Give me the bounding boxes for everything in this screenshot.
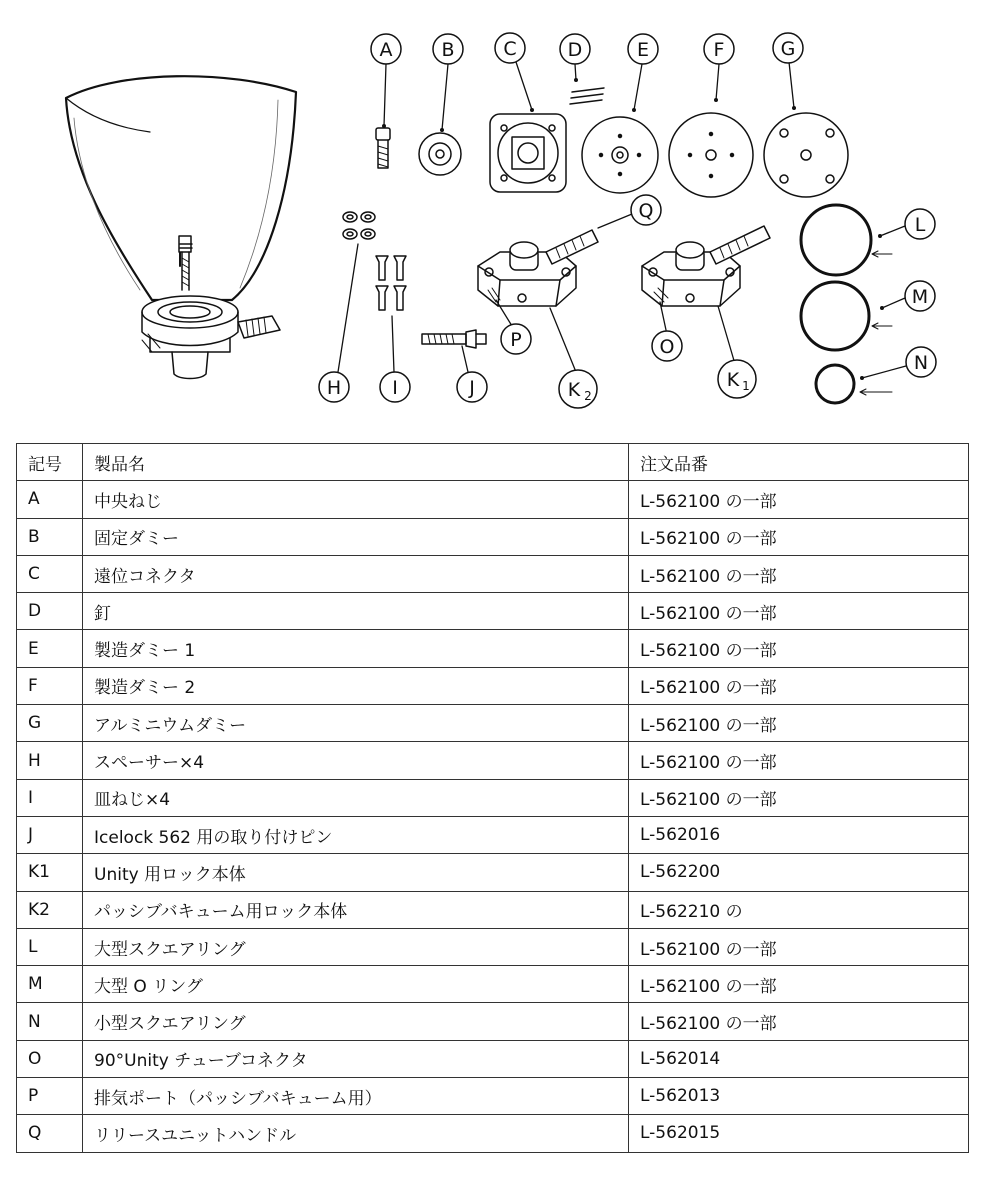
cell-name: 固定ダミー bbox=[83, 518, 629, 555]
svg-text:F: F bbox=[713, 39, 725, 61]
cell-code: E bbox=[17, 630, 83, 667]
svg-text:1: 1 bbox=[742, 379, 750, 393]
cell-code: B bbox=[17, 518, 83, 555]
cell-name: 90°Unity チューブコネクタ bbox=[83, 1040, 629, 1077]
callout-h bbox=[319, 372, 349, 402]
header-product-name: 製品名 bbox=[83, 444, 629, 481]
table-row bbox=[17, 555, 969, 592]
cell-code: N bbox=[17, 1003, 83, 1040]
svg-text:G: G bbox=[780, 38, 796, 60]
table-row bbox=[17, 630, 969, 667]
cell-order: L-562100 の一部 bbox=[629, 1003, 969, 1040]
table-row bbox=[17, 1040, 969, 1077]
callout-q bbox=[631, 195, 661, 225]
svg-text:L: L bbox=[914, 214, 926, 236]
cell-order: L-562016 bbox=[629, 816, 969, 853]
cell-name: 中央ねじ bbox=[83, 481, 629, 518]
table-row bbox=[17, 779, 969, 816]
part-c-distal-connector bbox=[490, 114, 566, 192]
table-row bbox=[17, 593, 969, 630]
socket-illustration bbox=[66, 76, 296, 378]
cell-name: 釘 bbox=[83, 593, 629, 630]
cell-code: K2 bbox=[17, 891, 83, 928]
header-code: 記号 bbox=[17, 444, 83, 481]
cell-code: I bbox=[17, 779, 83, 816]
cell-order: L-562015 bbox=[629, 1115, 969, 1152]
cell-code: G bbox=[17, 705, 83, 742]
table-row bbox=[17, 816, 969, 853]
leader-lines bbox=[338, 62, 906, 378]
cell-name: スペーサー×4 bbox=[83, 742, 629, 779]
cell-code: A bbox=[17, 481, 83, 518]
cell-order: L-562100 の一部 bbox=[629, 518, 969, 555]
cell-order: L-562100 の一部 bbox=[629, 779, 969, 816]
table-header-row bbox=[17, 444, 969, 481]
cell-code: O bbox=[17, 1040, 83, 1077]
part-k2-lock-body bbox=[478, 230, 598, 306]
svg-text:A: A bbox=[379, 39, 393, 61]
cell-name: 製造ダミー 1 bbox=[83, 630, 629, 667]
cell-code: H bbox=[17, 742, 83, 779]
callout-k2 bbox=[559, 370, 597, 408]
callout-j bbox=[457, 372, 487, 402]
cell-name: アルミニウムダミー bbox=[83, 705, 629, 742]
callout-g bbox=[773, 33, 803, 63]
cell-order: L-562100 の一部 bbox=[629, 481, 969, 518]
callout-e bbox=[628, 34, 658, 64]
callout-i bbox=[380, 372, 410, 402]
svg-text:H: H bbox=[326, 377, 342, 399]
cell-name: Unity 用ロック本体 bbox=[83, 854, 629, 891]
part-f-manufacturing-dummy-2 bbox=[669, 113, 753, 197]
callout-b bbox=[433, 34, 463, 64]
table-row bbox=[17, 518, 969, 555]
cell-order: L-562100 の一部 bbox=[629, 705, 969, 742]
part-d-nails bbox=[570, 88, 604, 104]
callout-a bbox=[371, 34, 401, 64]
table-row bbox=[17, 667, 969, 704]
part-g-aluminium-dummy bbox=[764, 113, 848, 197]
cell-order: L-562100 の一部 bbox=[629, 555, 969, 592]
svg-text:M: M bbox=[911, 286, 929, 308]
cell-order: L-562100 の一部 bbox=[629, 966, 969, 1003]
cell-name: Icelock 562 用の取り付けピン bbox=[83, 816, 629, 853]
svg-text:O: O bbox=[659, 336, 675, 358]
cell-name: 皿ねじ×4 bbox=[83, 779, 629, 816]
callout-o bbox=[652, 331, 682, 361]
svg-text:C: C bbox=[503, 38, 517, 60]
cell-code: K1 bbox=[17, 854, 83, 891]
callout-m bbox=[905, 281, 935, 311]
part-e-manufacturing-dummy-1 bbox=[582, 117, 658, 193]
cell-order: L-562100 の一部 bbox=[629, 742, 969, 779]
svg-text:P: P bbox=[510, 329, 522, 351]
part-a-screw bbox=[376, 128, 390, 168]
cell-name: パッシブバキューム用ロック本体 bbox=[83, 891, 629, 928]
part-b-fixing-dummy bbox=[419, 133, 461, 175]
svg-text:I: I bbox=[392, 377, 398, 399]
svg-text:B: B bbox=[441, 39, 455, 61]
ring-arrows bbox=[860, 251, 892, 395]
part-j-mounting-pin bbox=[422, 330, 486, 348]
table-row bbox=[17, 1078, 969, 1115]
part-l-large-square-ring bbox=[801, 205, 871, 275]
cell-code: Q bbox=[17, 1115, 83, 1152]
cell-order: L-562100 の一部 bbox=[629, 593, 969, 630]
svg-text:E: E bbox=[636, 39, 650, 61]
table-row bbox=[17, 481, 969, 518]
table-row bbox=[17, 1115, 969, 1152]
cell-name: 排気ポート（パッシブバキューム用） bbox=[83, 1078, 629, 1115]
callout-n bbox=[906, 347, 936, 377]
part-h-spacers bbox=[343, 212, 375, 239]
cell-code: P bbox=[17, 1078, 83, 1115]
svg-text:Q: Q bbox=[638, 200, 654, 222]
cell-name: 遠位コネクタ bbox=[83, 555, 629, 592]
svg-text:J: J bbox=[469, 377, 475, 399]
cell-name: 大型スクエアリング bbox=[83, 928, 629, 965]
cell-code: J bbox=[17, 816, 83, 853]
callout-f bbox=[704, 34, 734, 64]
table-row bbox=[17, 1003, 969, 1040]
cell-name: 製造ダミー 2 bbox=[83, 667, 629, 704]
part-n-small-square-ring bbox=[816, 365, 854, 403]
parts-table bbox=[16, 443, 969, 1153]
table-row bbox=[17, 705, 969, 742]
cell-name: 大型 O リング bbox=[83, 966, 629, 1003]
callout-k1 bbox=[718, 360, 756, 398]
cell-order: L-562200 bbox=[629, 854, 969, 891]
cell-order: L-562210 の bbox=[629, 891, 969, 928]
svg-text:N: N bbox=[913, 352, 929, 374]
cell-order: L-562013 bbox=[629, 1078, 969, 1115]
cell-code: L bbox=[17, 928, 83, 965]
callout-c bbox=[495, 33, 525, 63]
part-k1-lock-body bbox=[642, 226, 770, 306]
callout-d bbox=[560, 34, 590, 64]
svg-text:K: K bbox=[726, 369, 740, 391]
part-m-large-o-ring bbox=[801, 282, 869, 350]
parts-diagram bbox=[0, 0, 988, 430]
table-row bbox=[17, 742, 969, 779]
cell-code: C bbox=[17, 555, 83, 592]
cell-code: D bbox=[17, 593, 83, 630]
cell-order: L-562014 bbox=[629, 1040, 969, 1077]
table-row bbox=[17, 854, 969, 891]
svg-text:2: 2 bbox=[584, 389, 592, 403]
table-row bbox=[17, 966, 969, 1003]
svg-text:K: K bbox=[567, 379, 581, 401]
header-order-number: 注文品番 bbox=[629, 444, 969, 481]
cell-order: L-562100 の一部 bbox=[629, 667, 969, 704]
cell-name: 小型スクエアリング bbox=[83, 1003, 629, 1040]
cell-name: リリースユニットハンドル bbox=[83, 1115, 629, 1152]
callout-p bbox=[501, 324, 531, 354]
table-row bbox=[17, 891, 969, 928]
callout-l bbox=[905, 209, 935, 239]
cell-order: L-562100 の一部 bbox=[629, 928, 969, 965]
cell-code: F bbox=[17, 667, 83, 704]
cell-code: M bbox=[17, 966, 83, 1003]
table-row bbox=[17, 928, 969, 965]
cell-order: L-562100 の一部 bbox=[629, 630, 969, 667]
part-i-countersunk-screws bbox=[376, 256, 406, 310]
svg-text:D: D bbox=[567, 39, 583, 61]
